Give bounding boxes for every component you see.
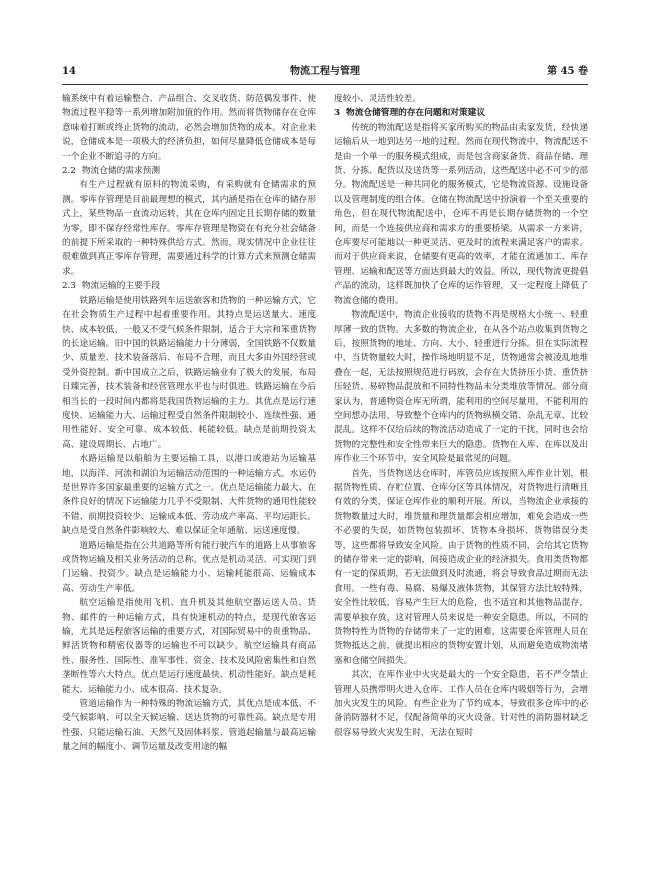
paragraph: 度较小、灵活性较差。	[334, 94, 421, 104]
header-rule	[62, 84, 588, 85]
paragraph: 有生产过程就有原料的物流采购，有采购就有仓储需求的预测。零库存管理是目前最理想的模式，其内涵是指在仓库的储存形式上，某些物品一直流动运转，其在仓库内固定且长期存储的数量为零，即不保存经常性库存。零库存管理是物资在有充分社会储备的前提下所采取的一种特殊供给方式。然而，现实情况中企业往往很难做到真正零库存管理，需要通过科学的计算方式来预测仓储需求。	[62, 180, 316, 277]
paragraph: 输系统中有着运输整合、产品组合、交叉收货、防范偶发事件、使物流过程平稳等一系列增加附加值的作用。然而将货物储存在仓库意味着打断或终止货物的流动，必然会增加货物的成本。对企业来说，仓储成本是一项极大的经济负担，如何尽量降低仓储成本是每一个企业不断追寻的方向。	[62, 94, 316, 162]
paragraph: 铁路运输是使用铁路列车运送旅客和货物的一种运输方式，它在社会物质生产过程中起着重要作用。其特点是运送量大、速度快、成本较低，一般又不受气候条件限制，适合于大宗和笨重货物的长途运输。旧中国的铁路运输能力十分薄弱，全国铁路不仅数量少、质量差、技术装备落后、布局不合理，而且大多由外国经营或受外资控制。新中国成立之后，铁路运输业有了极大的发展，布局日臻完善，技术装备和经营管理水平也与时俱进。铁路运输在今后相当长的一段时间内都将是我国货物运输的主力。其优点是运行速度快、运输能力大、运输过程受自然条件限制较小、连续性强、通用性能好、安全可靠、成本较低、耗能较低。缺点是前期投资太高、建设周期长、占地广。	[62, 295, 316, 450]
paragraph: 道路运输是指在公共道路等所有能行驶汽车的道路上从事旅客或货物运输及相关业务活动的总称。优点是机动灵活、可实现门到门运输、投资少。缺点是运输能力小、运输耗能很高、运输成本高、劳动生产率低。	[62, 540, 316, 594]
paragraph: 水路运输是以船舶为主要运输工具，以港口或港站为运输基地，以海洋、河流和湖泊为运输活动范围的一种运输方式。水运仍是世界许多国家最重要的运输方式之一。优点是运输能力最大、在条件良好的情况下运输能力几乎不受限制、大件货物的通用性能较不错、前期投资较少、运输成本低、劳动成产率高、平均运距长。缺点是受自然条件影响较大、难以保证全年通航、运送速度慢。	[62, 454, 316, 537]
page-number: 14	[62, 66, 76, 77]
page-header	[62, 64, 588, 80]
journal-title: 物流工程与管理	[290, 66, 360, 77]
section-number: 2.2	[62, 166, 76, 177]
paragraph: 传统的物流配送是指将买家所购买的物品由卖家发货，经快递运输后从一地到达另一地的过程。然而在现代物流中，物流配送不是由一个单一的服务模式组成，而是包含商家备货、商品存储、理货、分拣、配货以及送货等一系列活动，这些配送中必不可少的部分。物流配送是一种共同化的服务模式，它是物流资源、设施设备以及管理制度的组合体。仓储在物流配送中扮演着一个至关重要的角色，但在现代物流配送中，仓库不再是长期存储货物的一个空间，而是一个连接供应商和需求方的重要桥梁。从需求一方来讲，仓库要尽可能地以一种更灵活、更及时的流程来满足客户的需求。而对于供应商来说，仓储要有更高的效率，才能在流通加工、库存管理、运输和配送等方面达到最大的效益。所以，现代物流更提倡产品的流动，这样既加快了仓库的运作管理，又一定程度上降低了物流仓储的费用。	[334, 122, 588, 306]
section-number: 3	[334, 108, 341, 119]
section-title: 物流仓储的需求预测	[81, 166, 161, 177]
left-column	[62, 92, 316, 862]
paragraph: 物流配送中，物流企业接收的货物不再是规格大小统一、轻重厚薄一致的货物。大多数的物流企业，在从各个站点收集到货物之后，按照货物的地址、方向、大小、轻重进行分拣。但在实际流程中，当货物量较大时，操作场地明显不足，货物通常会被凌乱地堆叠在一起，无法按照规范进行码放，会存在大货挤压小货、重货挤压轻货、易碎物品混放和不同特性物品未分类堆放等情况。部分商家认为，普通物资仓库无所谓，能利用的空间尽量用，不能利用的空间想办法用，导致整个仓库内的货物纵横交错、杂乱无章、比较混乱。这样不仅给后续的物流活动造成了一定的干扰，同时也会给货物的完整性和安全性带来巨大的隐患。货物在入库、在库以及出库作业三个环节中，安全风险是最常见的问题。	[334, 310, 588, 465]
paragraph: 航空运输是指使用飞机、直升机及其他航空器运送人员、货物、邮件的一种运输方式，具有快速机动的特点，是现代旅客运输，尤其是远程旅客运输的重要方式，对国际贸易中的贵重物品、鲜活货物和精密仪器等的运输也不可以缺少。航空运输具有商品性、服务性、国际性、准军事性、资金、技术及风险密集性和自然垄断性等六大特点。优点是运行速度最快、机动性能好。缺点是耗能大、运输能力小、成本很高、技术复杂。	[62, 598, 316, 695]
volume-label: 第 45 卷	[547, 66, 588, 77]
section-number: 2.3	[62, 281, 76, 292]
paragraph: 首先，当货物送达仓库时，库管员应该按照入库作业计划，根据货物性质、存贮位置、仓库分区等具体情况，对货物进行清晰且有效的分类，保证仓库作业的顺利开展。所以，当物流企业承接的货物数量过大时，堆货量和理货量都会相应增加，难免会造成一些不必要的失误，如货物包装损坏、货物本身损坏、货物错误分类等，这些都将导致安全风险。由于货物的性质不同，会给其它货物的储存带来一定的影响，间接造成企业的经济损失。食用类货物都有一定的保质期，若无法做到及时流通，将会导致食品过期而无法食用。一些有毒、易腐、易爆及液体货物，其保管方法比较特殊，安全性比较低，容易产生巨大的危险，也不适宜和其他物品混存，需要单独存放，这对管理人员来说是一种安全隐患。所以，不同的货物特性为货物的存储带来了一定的困难，这需要仓库管理人员在货物抵达之前，就提出相应的货物安置计划，从而避免造成物流堵塞和仓储空间损失。	[334, 468, 588, 666]
paragraph: 管道运输作为一种特殊的物流运输方式，其优点是成本低、不受气候影响、可以全天候运输、送达货物的可靠性高。缺点是专用性强、只能运输石油、天然气及固体料浆、管道起输量与最高运输量之间的幅度小、调节运量及改变用途的幅	[62, 699, 316, 753]
section-heading-3	[334, 106, 588, 120]
paragraph: 其次，在库作业中火灾是最大的一个安全隐患，若不严令禁止管理人员携带明火进入仓库、工作人员在仓库内吸烟等行为，会增加火灾发生的风险。有些企业为了节约成本，导致很多仓库中的必备消防器材不足，仅配备简单的灭火设备。针对性的消防器材缺乏很容易导致火灾发生时，无法在短时	[334, 670, 588, 738]
section-title: 物流仓储管理的存在问题和对策建议	[346, 108, 486, 119]
section-title: 物流运输的主要手段	[81, 281, 161, 292]
section-heading-2-3	[62, 279, 316, 293]
right-column	[334, 92, 588, 862]
section-heading-2-2	[62, 164, 316, 178]
